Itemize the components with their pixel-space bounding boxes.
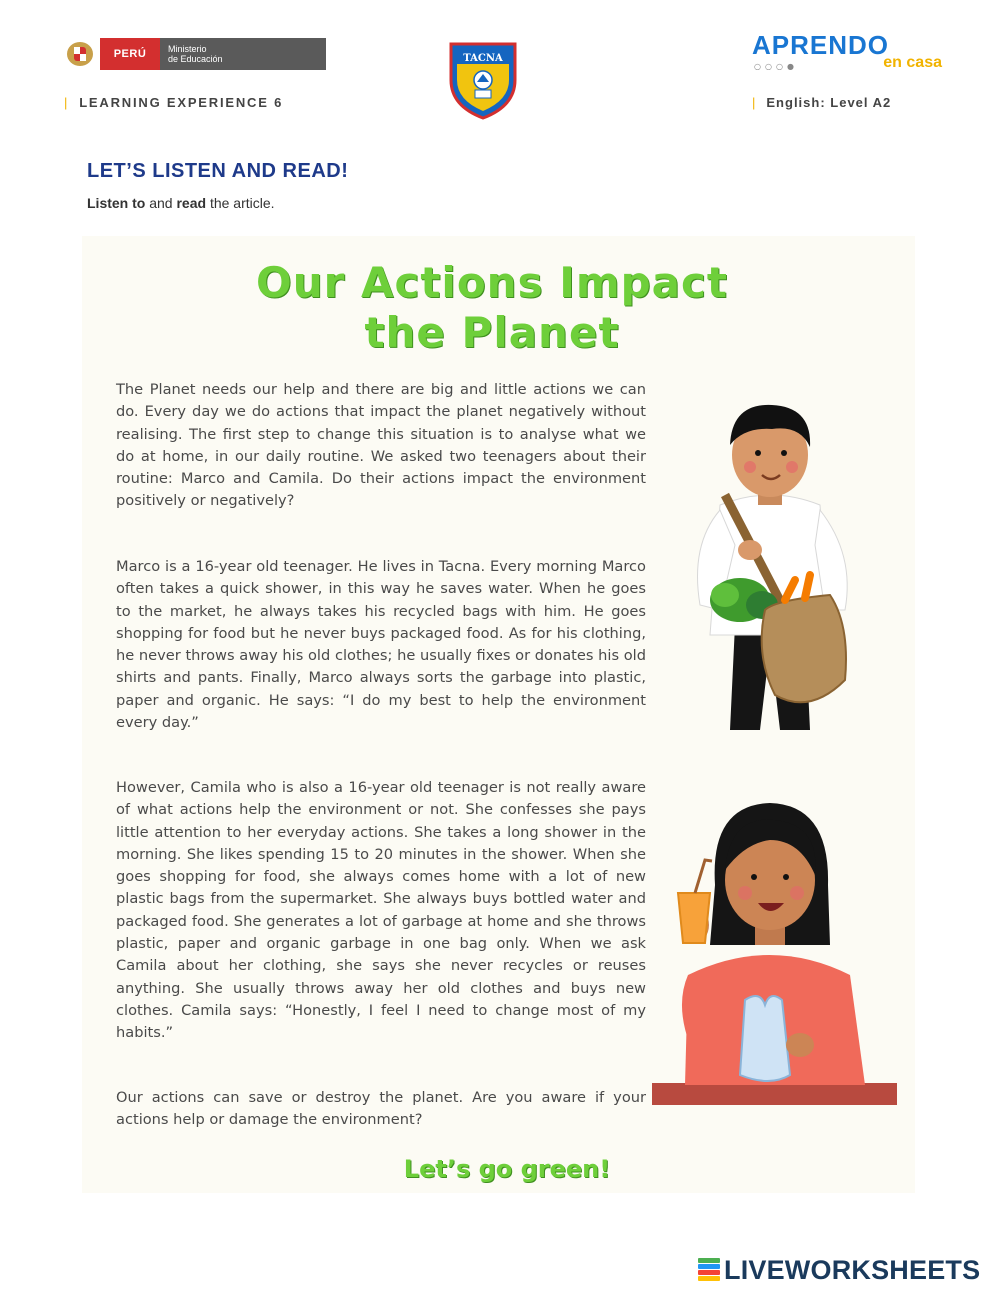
instruction-and: and xyxy=(145,195,177,211)
article-title-line-1: Our Actions Impact xyxy=(256,258,728,307)
country-label: PERÚ xyxy=(100,38,160,70)
brand-dots-icon: ○○○● xyxy=(754,62,798,71)
coat-of-arms-icon xyxy=(60,38,100,70)
section-title: LET’S LISTEN AND READ! xyxy=(87,160,349,182)
instruction xyxy=(87,195,275,211)
experience-text: LEARNING EXPERIENCE 6 xyxy=(79,95,284,110)
level-text: English: Level A2 xyxy=(766,95,892,110)
brand-sub: en casa xyxy=(883,54,942,71)
marco-illustration xyxy=(680,395,870,735)
experience-label: | LEARNING EXPERIENCE 6 xyxy=(64,95,284,110)
liveworksheets-brand: LIVEWORKSHEETS xyxy=(724,1255,981,1285)
school-crest-top-text: TACNA xyxy=(463,53,503,64)
article-paragraph-marco: Marco is a 16-year old teenager. He lives in Tacna. Every morning Marco often takes a quick shower, in this way he saves water. When he goes to the market, he always takes his recycled bags with him. He goes shopping for food but he never buys packaged food. As for his clothing, he never throws away his old clothes; he usually fixes or donates his old shirts and pants. Finally, Marco always sorts the garbage into plastic, paper and organic. He says: “I do my best to help the environment every day.” xyxy=(116,558,646,732)
ministry-line-1: Ministerio xyxy=(168,44,207,54)
ministry-logo xyxy=(60,38,326,70)
school-crest-icon xyxy=(445,40,521,120)
camila-illustration xyxy=(650,795,900,1110)
article-title-line-2: the Planet xyxy=(364,308,620,357)
level-label: | English: Level A2 xyxy=(752,95,892,110)
article-title xyxy=(82,258,902,358)
article-paragraph-camila: However, Camila who is also a 16-year old teenager is not really aware of what actions help the environment or not. She confesses she pays little attention to her everyday actions. She takes a long shower in the morning. She likes spending 15 to 20 minutes in the shower. When she goes shopping for food, she always comes home with a lot of new plastic bags from the supermarket. She always buys bottled water and packaged food. She generates a lot of garbage at home and she throws plastic, paper and organic garbage in one bag only. When we ask Camila about her clothing, she says she never recycles or reuses anything. She usually throws away her old clothes and buys new clothes. Camila says: “Honestly, I feel I need to change most of my habits.” xyxy=(116,779,646,1042)
ministry-label xyxy=(160,38,326,70)
liveworksheets-icon xyxy=(698,1258,720,1284)
instruction-end: the article. xyxy=(206,195,275,211)
instruction-read: read xyxy=(176,195,207,211)
article-paragraph-intro: The Planet needs our help and there are big and little actions we can do. Every day we do actions that impact the planet negatively without realising. The first step to change this situation is to analyse what we do at home, in our daily routine. We asked two teenagers about their routine: Marco and Camila. Do their actions impact the environment positively or negatively? xyxy=(116,381,646,510)
brand-main: APRENDO xyxy=(752,30,890,60)
article-paragraph-conclusion: Our actions can save or destroy the planet. Are you aware if your actions help or damage the environment? xyxy=(116,1089,646,1129)
closing-slogan: Let’s go green! xyxy=(403,1155,611,1183)
instruction-listen: Listen to xyxy=(87,195,146,211)
ministry-line-2: de Educación xyxy=(168,54,223,64)
aprendo-en-casa-logo xyxy=(752,32,944,74)
liveworksheets-logo xyxy=(698,1255,980,1286)
